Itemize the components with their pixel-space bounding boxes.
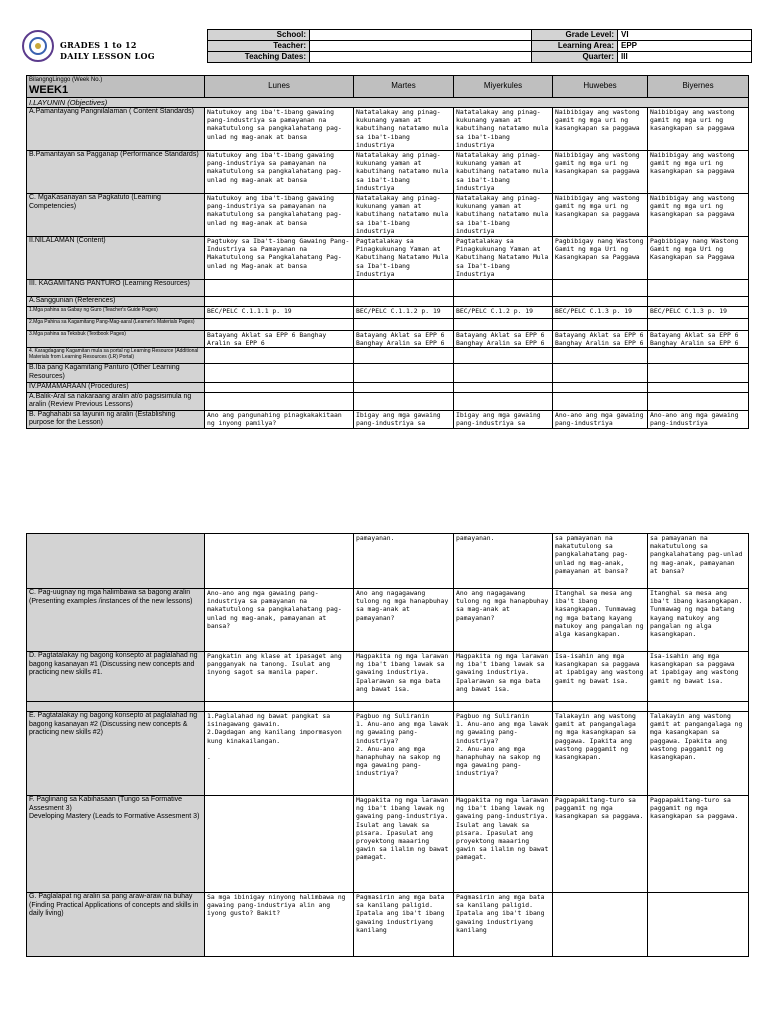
lesson-cell[interactable] bbox=[648, 893, 749, 957]
row-label: E. Pagtatalakay ng bagong konsepto at paglalahad ng bagong kasanayan #2 (Discussing new concepts & practicing new skills #2) bbox=[27, 712, 205, 796]
lesson-cell[interactable]: Natutukoy ang iba't-ibang gawaing pang-industriya sa pamayanan na makatutulong sa pangkalahatang pag-unlad ng mag-anak at bansa bbox=[205, 194, 354, 237]
lesson-cell[interactable]: sa pamayanan na makatutulong sa pangkalahatang pag-unlad ng mag-anak, pamayanan at bansa? bbox=[648, 534, 749, 589]
row-label: A.Balik-Aral sa nakaraang aralin at/o pagsisimula ng aralin (Review Previous Lessons) bbox=[27, 392, 205, 410]
lesson-cell[interactable]: BEC/PELC C.1.3 p. 19 bbox=[553, 307, 648, 319]
table-row bbox=[27, 589, 749, 652]
lesson-cell[interactable]: Magpakita ng mga larawan ng iba't ibang lawak sa gawaing industriya. Ipalarawan sa mga bata ang bawat isa. bbox=[354, 652, 454, 702]
row-label: B. Paghahabi sa layunin ng aralin (Establishing purpose for the Lesson) bbox=[27, 410, 205, 428]
day-header-martes: Martes bbox=[354, 76, 454, 98]
lesson-cell[interactable]: 1.Paglalahad ng bawat pangkat sa isinagawang gawain. 2.Dagdagan ang kanilang impormasyon kung kinakailangan. . bbox=[205, 712, 354, 796]
row-label: III. KAGAMITANG PANTURO (Learning Resources) bbox=[27, 280, 205, 297]
row-label: 2.Mga Pahina sa Kagamitang Pang-Mag-aaral (Learner's Materials Pages) bbox=[27, 319, 205, 331]
row-label: 3.Mga pahina sa Teksbuk (Textbook Pages) bbox=[27, 331, 205, 348]
lesson-cell[interactable]: Natutukoy ang iba't-ibang gawaing pang-industriya sa pamayanan na makatutulong sa pangkalahatang pag-unlad ng mag-anak at bansa bbox=[205, 151, 354, 194]
lesson-cell[interactable]: Natatalakay ang pinag-kukunang yaman at kabutihang natatamo mula sa iba't-ibang industriya bbox=[354, 151, 454, 194]
row-label: B.Iba pang Kagamitang Panturo (Other Learning Resources) bbox=[27, 364, 205, 382]
school-label: School: bbox=[208, 30, 310, 41]
day-header-miyerkules: Miyerkules bbox=[454, 76, 553, 98]
lesson-cell[interactable]: Natatalakay ang pinag-kukunang yaman at kabutihang natatamo mula sa iba't-ibang industriya bbox=[354, 194, 454, 237]
lesson-cell[interactable] bbox=[205, 702, 354, 712]
lesson-cell[interactable] bbox=[205, 348, 354, 364]
lesson-cell[interactable] bbox=[454, 280, 553, 297]
teaching-dates-field[interactable] bbox=[310, 52, 532, 63]
lesson-cell[interactable] bbox=[454, 364, 553, 382]
table-row bbox=[27, 151, 749, 194]
lesson-cell[interactable] bbox=[648, 348, 749, 364]
lesson-cell[interactable]: Magpakita ng mga larawan ng iba't ibang lawak ng gawaing pang-industriya. Isulat ang lawak sa pisara. Ipasulat ang proyektong maaaring gawin sa ilalim ng bawat pamagat. bbox=[454, 796, 553, 893]
table-row bbox=[27, 893, 749, 957]
lesson-cell[interactable] bbox=[454, 319, 553, 331]
lesson-cell[interactable]: BEC/PELC C.1.3 p. 19 bbox=[648, 307, 749, 319]
table-row bbox=[27, 194, 749, 237]
lesson-cell[interactable]: Natatalakay ang pinag-kukunang yaman at kabutihang natatamo mula sa iba't-ibang industriya bbox=[454, 108, 553, 151]
form-title-line1: GRADES 1 to 12 bbox=[60, 40, 137, 50]
lesson-cell[interactable]: Pagbuo ng Suliranin 1. Anu-ano ang mga lawak ng gawaing pang-industriya? 2. Anu-ano ang mga hanaphuhay na sakop ng mga gawaing pang-industriya? bbox=[354, 712, 454, 796]
row-label: B.Pamantayan sa Pagganap (Performance Standards) bbox=[27, 151, 205, 194]
lesson-cell[interactable]: Pagpapakitang-turo sa paggamit ng mga kasangkapan sa paggawa. bbox=[648, 796, 749, 893]
lesson-cell[interactable]: Pagbuo ng Suliranin 1. Anu-ano ang mga lawak ng gawaing pang-industriya? 2. Anu-ano ang mga hanaphuhay na sakop ng mga gawaing pang-industriya? bbox=[454, 712, 553, 796]
lesson-cell[interactable]: Naibibigay ang wastong gamit ng mga uri ng kasangkapan sa paggawa bbox=[553, 151, 648, 194]
day-header-lunes: Lunes bbox=[205, 76, 354, 98]
learning-area-field[interactable]: EPP bbox=[618, 41, 752, 52]
row-label: 4. Karagdagang Kagamitan mula sa portal ng Learning Resource (Additional Materials from Learning Resources (LR) Portal) bbox=[27, 348, 205, 364]
table-row bbox=[27, 108, 749, 151]
lesson-cell[interactable] bbox=[354, 382, 454, 392]
table-row bbox=[27, 348, 749, 364]
lesson-cell[interactable] bbox=[553, 702, 648, 712]
row-label: D. Pagtatalakay ng bagong konsepto at paglalahad ng bagong kasanayan #1 (Discussing new concepts and practicing new skills #1. bbox=[27, 652, 205, 702]
lesson-cell[interactable]: Ano ang nagagawang tulong ng mga hanapbuhay sa mag-anak at pamayanan? bbox=[454, 589, 553, 652]
lesson-cell[interactable]: Natatalakay ang pinag-kukunang yaman at kabutihang natatamo mula sa iba't-ibang industriya bbox=[354, 108, 454, 151]
lesson-cell[interactable]: Ano ang nagagawang tulong ng mga hanapbuhay sa mag-anak at pamayanan? bbox=[354, 589, 454, 652]
lesson-cell[interactable]: Itanghal sa mesa ang iba't ibang kasangkapan. Tunmawag ng mga batang kayang matukoy ang pangalan ng alga kasangkapan. bbox=[648, 589, 749, 652]
lesson-cell[interactable]: sa pamayanan na makatutulong sa pangkalahatang pag-unlad ng mag-anak, pamayanan at bansa? bbox=[553, 534, 648, 589]
lesson-cell[interactable]: Itanghal sa mesa ang iba't ibang kasangkapan. Tunmawag ng mga batang kayang matukoy ang pangalan ng alga kasangkapan. bbox=[553, 589, 648, 652]
week-value: WEEK1 bbox=[29, 84, 69, 96]
row-label: C. MgaKasanayan sa Pagkatuto (Learning Competencies) bbox=[27, 194, 205, 237]
row-label: F. Paglinang sa Kabihasaan (Tungo sa Formative Assesment 3) Developing Mastery (Leads to Formative Assesment 3) bbox=[27, 796, 205, 893]
row-label bbox=[27, 702, 205, 712]
lesson-cell[interactable] bbox=[648, 297, 749, 307]
lesson-cell[interactable] bbox=[205, 297, 354, 307]
lesson-cell[interactable] bbox=[205, 319, 354, 331]
lesson-cell[interactable] bbox=[354, 364, 454, 382]
table-row bbox=[27, 712, 749, 796]
table-row bbox=[27, 796, 749, 893]
lesson-cell[interactable]: Pagmasirin ang mga bata sa kanilang paligid. Ipatala ang iba't ibang gawaing industriyang kanilang bbox=[454, 893, 553, 957]
lesson-cell[interactable] bbox=[553, 392, 648, 410]
table-row bbox=[27, 652, 749, 702]
deped-seal-icon bbox=[22, 30, 54, 62]
day-header-biyernes: Biyernes bbox=[648, 76, 749, 98]
lesson-cell[interactable] bbox=[553, 893, 648, 957]
lesson-cell[interactable] bbox=[648, 382, 749, 392]
day-header-huwebes: Huwebes bbox=[553, 76, 648, 98]
lesson-cell[interactable] bbox=[354, 297, 454, 307]
lesson-cell[interactable]: Pagtukoy sa Iba't-ibang Gawaing Pang-Industriya sa Pamayanan na Makatutulong sa Pangkalahatang Pag-unlad ng Mag-anak at bansa bbox=[205, 237, 354, 280]
lesson-cell[interactable]: Ano-ano ang mga gawaing pang-industriya sa pamayanan na makatutulong sa pangkalahatang pag-unlad ng mag-anak, pamayanan at bansa? bbox=[205, 589, 354, 652]
lesson-cell[interactable]: Batayang Aklat sa EPP 6 Banghay Aralin sa EPP 6 bbox=[454, 331, 553, 348]
row-label: 1.Mga pahina sa Gabay ng Guro (Teacher's Guide Pages) bbox=[27, 307, 205, 319]
lesson-cell[interactable]: Ano-ano ang mga gawaing pang-industriya bbox=[648, 410, 749, 428]
lesson-cell[interactable]: Naibibigay ang wastong gamit ng mga uri ng kasangkapan sa paggawa bbox=[648, 151, 749, 194]
lesson-cell[interactable] bbox=[553, 297, 648, 307]
lesson-cell[interactable]: Batayang Aklat sa EPP 6 Banghay Aralin sa EPP 6 bbox=[354, 331, 454, 348]
lesson-cell[interactable]: Magpakita ng mga larawan ng iba't ibang lawak ng gawaing pang-industriya. Isulat ang lawak sa pisara. Ipasulat ang proyektong maaaring gawin sa ilalim ng bawat pamagat. bbox=[354, 796, 454, 893]
lesson-cell[interactable] bbox=[205, 364, 354, 382]
lesson-cell[interactable] bbox=[648, 319, 749, 331]
lesson-cell[interactable] bbox=[354, 348, 454, 364]
lesson-table-page1 bbox=[26, 75, 749, 429]
table-row bbox=[27, 364, 749, 382]
lesson-cell[interactable]: Pagtatalakay sa Pinagkukunang Yaman at Kabutihang Natatamo Mula sa Iba't-ibang Industriya bbox=[354, 237, 454, 280]
lesson-cell[interactable]: pamayanan. bbox=[454, 534, 553, 589]
lesson-cell[interactable]: Natatalakay ang pinag-kukunang yaman at kabutihang natatamo mula sa iba't-ibang industriya bbox=[454, 194, 553, 237]
lesson-cell[interactable] bbox=[354, 392, 454, 410]
lesson-cell[interactable] bbox=[454, 392, 553, 410]
lesson-cell[interactable] bbox=[553, 382, 648, 392]
lesson-cell[interactable]: Talakayin ang wastong gamit at pangangalaga ng mga kasangkapan sa paggawa. Ipakita ang wastong paggamit ng kasangkapan. bbox=[553, 712, 648, 796]
lesson-cell[interactable]: Pagmasirin ang mga bata sa kanilang paligid. Ipatala ang iba't ibang gawaing industriyang kanilang bbox=[354, 893, 454, 957]
lesson-cell[interactable] bbox=[648, 364, 749, 382]
info-table bbox=[207, 29, 752, 63]
week-header bbox=[27, 76, 205, 98]
lesson-cell[interactable]: Batayang Aklat sa EPP 6 Banghay Aralin sa EPP 6 bbox=[648, 331, 749, 348]
table-row bbox=[27, 410, 749, 428]
row-label: IV.PAMAMARAAN (Procedures) bbox=[27, 382, 205, 392]
table-row bbox=[27, 702, 749, 712]
table-row bbox=[27, 297, 749, 307]
lesson-cell[interactable] bbox=[454, 297, 553, 307]
lesson-cell[interactable]: Natutukoy ang iba't-ibang gawaing pang-industriya sa pamayanan na makatutulong sa pangkalahatang pag-unlad ng mag-anak at bansa bbox=[205, 108, 354, 151]
lesson-cell[interactable]: Ibigay ang mga gawaing pang-industriya sa bbox=[454, 410, 553, 428]
lesson-cell[interactable]: Isa-isahin ang mga kasangkapan sa paggawa at ipabigay ang wastong gamit ng bawat isa. bbox=[648, 652, 749, 702]
lesson-cell[interactable] bbox=[553, 364, 648, 382]
lesson-cell[interactable] bbox=[454, 382, 553, 392]
lesson-cell[interactable]: Natatalakay ang pinag-kukunang yaman at kabutihang natatamo mula sa iba't-ibang industriya bbox=[454, 151, 553, 194]
lesson-cell[interactable]: BEC/PELC C.1.2 p. 19 bbox=[454, 307, 553, 319]
quarter-label: Quarter: bbox=[532, 52, 618, 63]
lesson-cell[interactable] bbox=[354, 702, 454, 712]
lesson-cell[interactable] bbox=[205, 796, 354, 893]
lesson-cell[interactable]: Naibibigay ang wastong gamit ng mga uri ng kasangkapan sa paggawa bbox=[648, 108, 749, 151]
row-label: C. Pag-uugnay ng mga halimbawa sa bagong aralin (Presenting examples /instances of the new lessons) bbox=[27, 589, 205, 652]
lesson-cell[interactable] bbox=[454, 348, 553, 364]
teaching-dates-label: Teaching Dates: bbox=[208, 52, 310, 63]
table-row bbox=[27, 280, 749, 297]
lesson-cell[interactable]: BEC/PELC C.1.1.2 p. 19 bbox=[354, 307, 454, 319]
lesson-cell[interactable] bbox=[354, 319, 454, 331]
lesson-cell[interactable]: Batayang Aklat sa EPP 6 Banghay Aralin sa EPP 6 bbox=[205, 331, 354, 348]
row-label: II.NILALAMAN (Content) bbox=[27, 237, 205, 280]
table-row bbox=[27, 382, 749, 392]
grade-level-field[interactable]: VI bbox=[618, 30, 752, 41]
header-block bbox=[22, 28, 206, 68]
lesson-cell[interactable] bbox=[648, 392, 749, 410]
table-row bbox=[27, 319, 749, 331]
lesson-cell[interactable]: Pagtatalakay sa Pinagkukunang Yaman at Kabutihang Natatamo Mula sa Iba't-ibang Industriya bbox=[454, 237, 553, 280]
lesson-cell[interactable] bbox=[553, 280, 648, 297]
lesson-cell[interactable] bbox=[454, 702, 553, 712]
lesson-cell[interactable]: Ano ang pangunahing pinagkakakitaan ng inyong pamilya? bbox=[205, 410, 354, 428]
lesson-cell[interactable]: Talakayin ang wastong gamit at pangangalaga ng mga kasangkapan sa paggawa. Ipakita ang wastong paggamit ng kasangkapan. bbox=[648, 712, 749, 796]
lesson-cell[interactable]: Ano-ano ang mga gawaing pang-industriya bbox=[553, 410, 648, 428]
lesson-cell[interactable]: Isa-isahin ang mga kasangkapan sa paggawa at ipabigay ang wastong gamit ng bawat isa. bbox=[553, 652, 648, 702]
lesson-cell[interactable]: Pangkatin ang klase at ipasaget ang pangganyak na tanong. Isulat ang inyong sagot sa manila paper. bbox=[205, 652, 354, 702]
lesson-cell[interactable]: Naibibigay ang wastong gamit ng mga uri ng kasangkapan sa paggawa bbox=[648, 194, 749, 237]
table-row bbox=[27, 307, 749, 319]
school-field[interactable] bbox=[310, 30, 532, 41]
objectives-label: I.LAYUNIN (Objectives) bbox=[27, 98, 749, 108]
lesson-cell[interactable]: Sa mga ibinigay ninyong halimbawa ng gawaing pang-industriya alin ang iyong gusto? Bakit? bbox=[205, 893, 354, 957]
teacher-field[interactable] bbox=[310, 41, 532, 52]
lesson-cell[interactable] bbox=[553, 319, 648, 331]
table-row bbox=[27, 534, 749, 589]
table-row bbox=[27, 331, 749, 348]
form-title-line2: DAILY LESSON LOG bbox=[60, 51, 155, 61]
table-row bbox=[27, 237, 749, 280]
teacher-label: Teacher: bbox=[208, 41, 310, 52]
lesson-table-page2 bbox=[26, 533, 749, 957]
row-label: A.Sanggunian (References) bbox=[27, 297, 205, 307]
lesson-cell[interactable]: BEC/PELC C.1.1.1 p. 19 bbox=[205, 307, 354, 319]
lesson-cell[interactable] bbox=[205, 534, 354, 589]
lesson-cell[interactable] bbox=[648, 702, 749, 712]
lesson-cell[interactable] bbox=[354, 280, 454, 297]
lesson-cell[interactable]: Naibibigay ang wastong gamit ng mga uri ng kasangkapan sa paggawa bbox=[553, 194, 648, 237]
week-number-label: BilangngLinggo (Week No.) bbox=[29, 77, 103, 83]
row-label: A.Pamantayang Pangnilalaman ( Content Standards) bbox=[27, 108, 205, 151]
lesson-cell[interactable] bbox=[205, 382, 354, 392]
lesson-cell[interactable]: Pagbibigay nang Wastong Gamit ng mga Uri ng Kasangkapan sa Paggawa bbox=[648, 237, 749, 280]
quarter-field[interactable]: III bbox=[618, 52, 752, 63]
lesson-cell[interactable]: Naibibigay ang wastong gamit ng mga uri ng kasangkapan sa paggawa bbox=[553, 108, 648, 151]
lesson-cell[interactable]: Pagpapakitang-turo sa paggamit ng mga kasangkapan sa paggawa. bbox=[553, 796, 648, 893]
lesson-cell[interactable] bbox=[205, 392, 354, 410]
lesson-cell[interactable] bbox=[205, 280, 354, 297]
lesson-cell[interactable]: Ibigay ang mga gawaing pang-industriya sa bbox=[354, 410, 454, 428]
lesson-cell[interactable]: pamayanan. bbox=[354, 534, 454, 589]
lesson-cell[interactable] bbox=[648, 280, 749, 297]
lesson-cell[interactable]: Magpakita ng mga larawan ng iba't ibang lawak sa gawaing industriya. Ipalarawan sa mga bata ang bawat isa. bbox=[454, 652, 553, 702]
table-row bbox=[27, 392, 749, 410]
grade-level-label: Grade Level: bbox=[532, 30, 618, 41]
row-label: G. Paglalapat ng aralin sa pang araw-araw na buhay (Finding Practical Applications of concepts and skills in daily living) bbox=[27, 893, 205, 957]
row-label bbox=[27, 534, 205, 589]
lesson-cell[interactable] bbox=[553, 348, 648, 364]
learning-area-label: Learning Area: bbox=[532, 41, 618, 52]
lesson-cell[interactable]: Pagbibigay nang Wastong Gamit ng mga Uri ng Kasangkapan sa Paggawa bbox=[553, 237, 648, 280]
lesson-cell[interactable]: Batayang Aklat sa EPP 6 Banghay Aralin sa EPP 6 bbox=[553, 331, 648, 348]
